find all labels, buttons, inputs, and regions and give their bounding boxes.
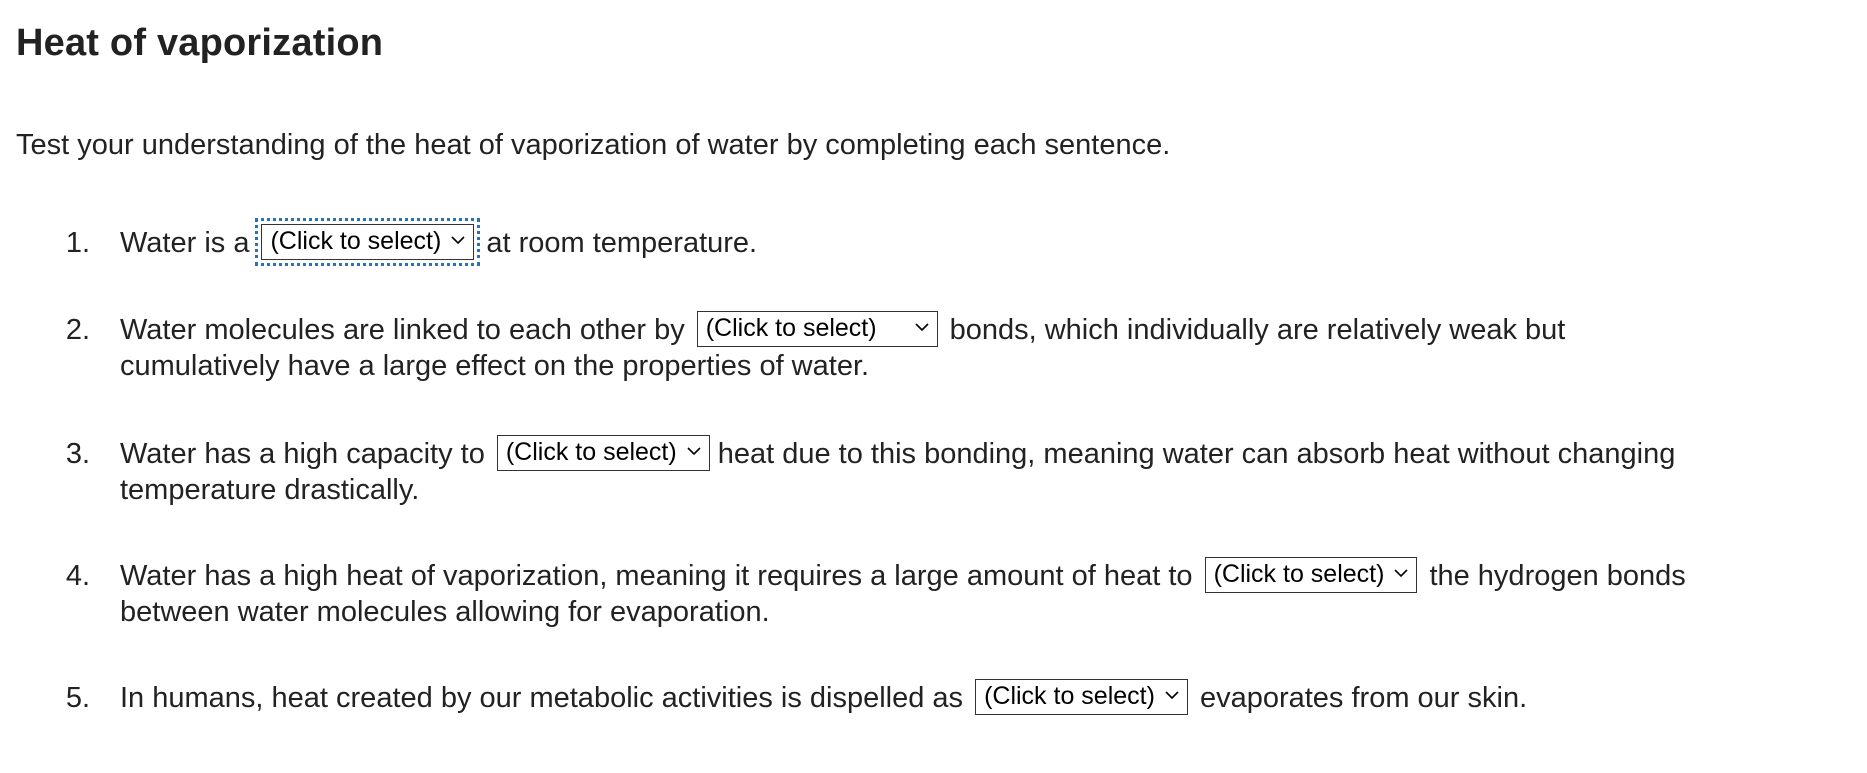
answer-select-3[interactable] [497, 435, 710, 471]
page-title: Heat of vaporization [16, 22, 384, 64]
answer-select-2[interactable] [697, 311, 938, 347]
question-text-after: at room temperature. [486, 227, 758, 259]
question-text-after: heat due to this bonding, meaning water can absorb heat without changing [717, 438, 1676, 470]
select-value: (Click to select) [1213, 559, 1385, 588]
question-text [120, 680, 1855, 716]
chevron-down-icon [1393, 565, 1409, 581]
question-text-before: In humans, heat created by our metabolic activities is dispelled as [120, 682, 964, 714]
select-value: (Click to select) [270, 226, 442, 255]
question-text [120, 225, 1855, 261]
question-text-continued: temperature drastically. [120, 474, 420, 506]
question-text-before: Water molecules are linked to each other by [120, 314, 685, 346]
question-number: 4. [65, 560, 90, 592]
question-number: 2. [65, 314, 90, 346]
chevron-down-icon [686, 443, 702, 459]
question-text-continued: cumulatively have a large effect on the properties of water. [120, 350, 870, 382]
select-value: (Click to select) [705, 313, 877, 342]
question-text-before: Water is a [120, 227, 250, 259]
intro-text: Test your understanding of the heat of vaporization of water by completing each sentence. [16, 129, 1171, 161]
question-text-before: Water has a high heat of vaporization, meaning it requires a large amount of heat to [120, 560, 1193, 592]
answer-select-4[interactable] [1205, 557, 1418, 593]
answer-select-5[interactable] [975, 679, 1188, 715]
question-text-continued: between water molecules allowing for evaporation. [120, 596, 770, 628]
chevron-down-icon [1164, 687, 1180, 703]
chevron-down-icon [450, 232, 466, 248]
question-number: 3. [65, 438, 90, 470]
question-text [120, 436, 1855, 508]
question-text [120, 312, 1855, 384]
answer-select-1[interactable] [261, 224, 474, 260]
question-number: 1. [65, 227, 90, 259]
select-value: (Click to select) [505, 437, 677, 466]
chevron-down-icon [914, 319, 930, 335]
question-text [120, 558, 1855, 630]
question-text-before: Water has a high capacity to [120, 438, 485, 470]
question-text-after: the hydrogen bonds [1429, 560, 1686, 592]
question-text-after: bonds, which individually are relatively weak but [949, 314, 1566, 346]
question-text-after: evaporates from our skin. [1199, 682, 1528, 714]
question-number: 5. [65, 682, 90, 714]
select-value: (Click to select) [984, 681, 1155, 710]
